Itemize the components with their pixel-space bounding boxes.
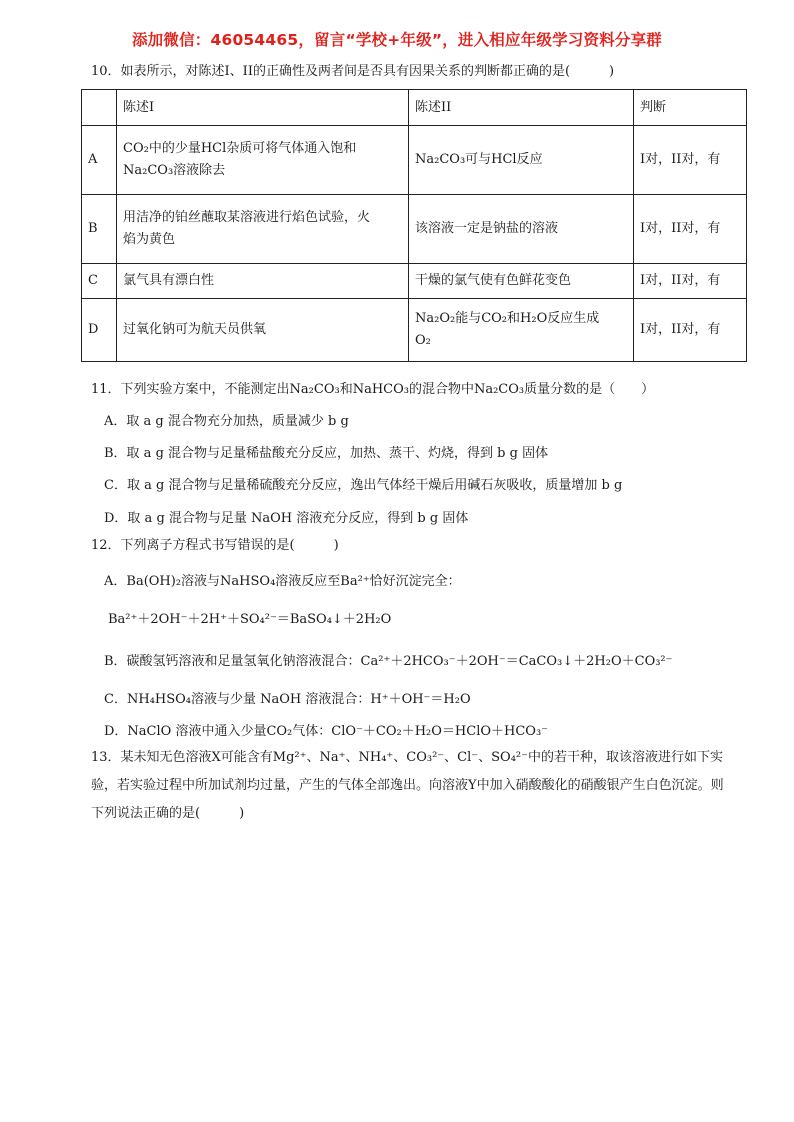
promo-banner: 添加微信：46054465，留言“学校+年级”，进入相应年级学习资料分享群 — [131, 31, 663, 49]
question-12-option-d: D．NaClO 溶液中通入少量CO₂气体：ClO⁻＋CO₂＋H₂O＝HClO＋HCO₃⁻ — [104, 724, 549, 739]
statement-1-cell — [117, 195, 409, 264]
judgement-cell: I对，II对，有 — [634, 299, 747, 362]
statement-2-cell — [409, 126, 634, 195]
question-13-stem: 13．某未知无色溶液X可能含有Mg²⁺、Na⁺、NH₄⁺、CO₃²⁻、Cl⁻、SO₄²⁻中的若干种，取该溶液进行如下实验，若实验过程中所加试剂均过量，产生的气体全部逸出。向溶液Y中加入硝酸酸化的硝酸银产生白色沉淀。则下列说法正确的是( ) — [91, 750, 724, 821]
judgement-cell: I对，II对，有 — [634, 126, 747, 195]
statement-1-line: Na₂CO₃溶液除去 — [123, 163, 226, 178]
statement-2-line: Na₂CO₃可与HCl反应 — [415, 152, 543, 167]
table-header-cell: 判断 — [634, 90, 747, 126]
question-12-stem: 12．下列离子方程式书写错误的是( ) — [91, 538, 339, 553]
question-11-option-a: A．取 a g 混合物充分加热，质量减少 b g — [104, 414, 349, 429]
statement-1-line: 用洁净的铂丝蘸取某溶液进行焰色试验，火 — [123, 210, 371, 225]
table-header-cell — [82, 90, 117, 126]
row-label: A — [82, 126, 117, 195]
table-row — [82, 299, 747, 362]
statement-judgement-table — [81, 89, 747, 362]
statement-1-line: CO₂中的少量HCl杂质可将气体通入饱和 — [123, 141, 357, 156]
question-12-option-b: B．碳酸氢钙溶液和足量氢氧化钠溶液混合：Ca²⁺＋2HCO₃⁻＋2OH⁻＝CaCO₃↓＋2H₂O＋CO₃²⁻ — [104, 654, 673, 669]
statement-1-cell: 过氧化钠可为航天员供氧 — [117, 299, 409, 362]
table-header-cell: 陈述I — [117, 90, 409, 126]
row-label: D — [82, 299, 117, 362]
question-11-option-d: D．取 a g 混合物与足量 NaOH 溶液充分反应，得到 b g 固体 — [104, 511, 469, 526]
statement-1-cell — [117, 126, 409, 195]
question-12-option-a-equation: Ba²⁺＋2OH⁻＋2H⁺＋SO₄²⁻＝BaSO₄↓＋2H₂O — [108, 612, 392, 627]
table-row — [82, 264, 747, 299]
row-label: B — [82, 195, 117, 264]
question-10-stem: 10．如表所示，对陈述I、II的正确性及两者间是否具有因果关系的判断都正确的是( ) — [91, 64, 615, 79]
question-12-option-a: A．Ba(OH)₂溶液与NaHSO₄溶液反应至Ba²⁺恰好沉淀完全： — [104, 574, 461, 589]
statement-2-cell: 干燥的氯气使有色鲜花变色 — [409, 264, 634, 299]
statement-1-line: 焰为黄色 — [123, 232, 176, 247]
table-row — [82, 195, 747, 264]
statement-1-cell: 氯气具有漂白性 — [117, 264, 409, 299]
statement-2-cell — [409, 299, 634, 362]
table-header-row — [82, 90, 747, 126]
question-11-stem: 11．下列实验方案中，不能测定出Na₂CO₃和NaHCO₃的混合物中Na₂CO₃质量分数的是（ ） — [91, 382, 655, 397]
table-row — [82, 126, 747, 195]
table-header-cell: 陈述II — [409, 90, 634, 126]
judgement-cell: I对，II对，有 — [634, 264, 747, 299]
judgement-cell: I对，II对，有 — [634, 195, 747, 264]
question-11-option-b: B．取 a g 混合物与足量稀盐酸充分反应，加热、蒸干、灼烧，得到 b g 固体 — [104, 446, 549, 461]
statement-2-line: 该溶液一定是钠盐的溶液 — [415, 221, 559, 236]
statement-2-line: Na₂O₂能与CO₂和H₂O反应生成 — [415, 311, 600, 326]
statement-2-line: O₂ — [415, 333, 431, 348]
row-label: C — [82, 264, 117, 299]
question-11-option-c: C．取 a g 混合物与足量稀硫酸充分反应，逸出气体经干燥后用碱石灰吸收，质量增加 b g — [104, 478, 623, 493]
question-12-option-c: C．NH₄HSO₄溶液与少量 NaOH 溶液混合：H⁺＋OH⁻＝H₂O — [104, 692, 471, 707]
statement-2-cell — [409, 195, 634, 264]
